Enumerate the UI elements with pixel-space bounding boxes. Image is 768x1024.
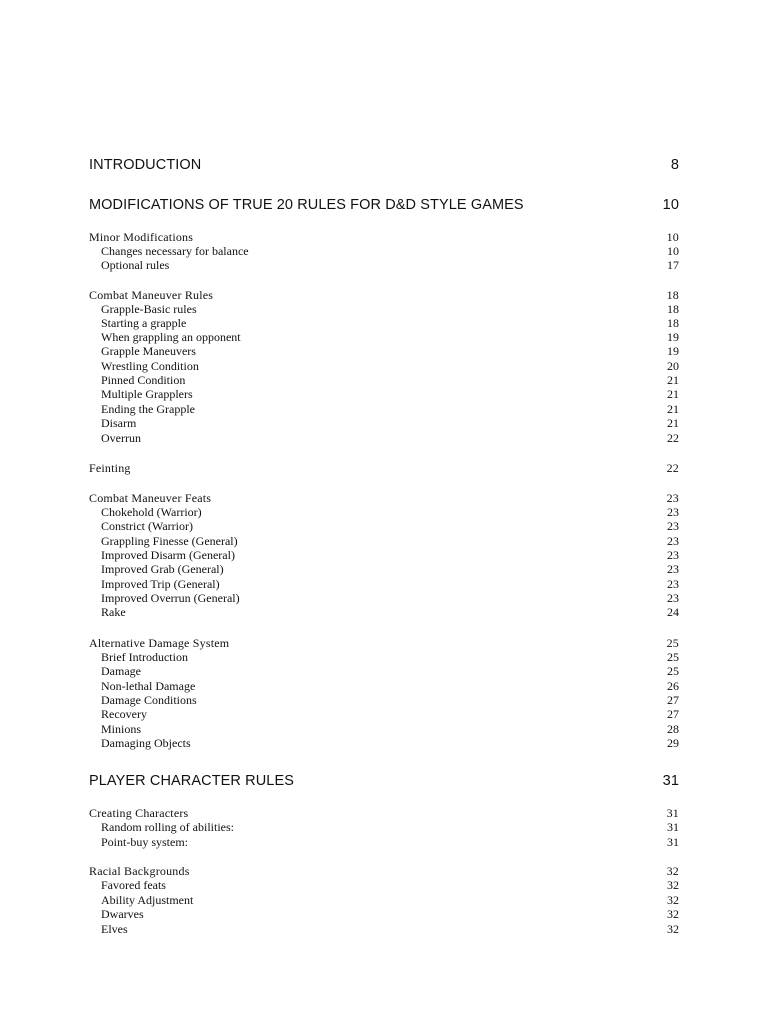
toc-entry-page-number: 22 [666,461,679,475]
toc-entry-page-number: 18 [667,316,679,330]
toc-entry-section [89,864,679,879]
toc-entry-page-number: 27 [667,693,679,707]
toc-entry-sub [89,664,679,679]
toc-entry-label: Feinting [89,461,131,475]
toc-entry-label: INTRODUCTION [89,157,202,173]
toc-entry-sub [89,577,679,592]
toc-entry-label: Optional rules [101,258,170,272]
toc-entry-sub [89,302,679,317]
toc-entry-page-number: 31 [666,806,679,820]
toc-entry-sub [89,244,679,259]
toc-entry-page-number: 27 [667,707,679,721]
toc-entry-label: When grappling an opponent [101,330,241,344]
toc-entry-sub [89,893,679,908]
toc-entry-page-number: 18 [666,288,679,302]
toc-entry-page-number: 31 [667,820,679,834]
toc-entry-page-number: 17 [667,258,679,272]
toc-entry-sub [89,835,679,850]
toc-entry-sub [89,344,679,359]
toc-entry-label: Overrun [101,431,141,445]
toc-entry-label: Non-lethal Damage [101,679,196,693]
toc-entry-page-number: 25 [667,664,679,678]
toc-entry-sub [89,878,679,893]
toc-entry-sub [89,591,679,606]
toc-entry-sub [89,258,679,273]
toc-entry-label: Combat Maneuver Feats [89,491,212,505]
toc-entry-sub [89,693,679,708]
toc-entry-sub [89,373,679,388]
toc-entry-sub [89,416,679,431]
toc-entry-label: Minor Modifications [89,230,194,244]
toc-entry-page-number: 32 [667,907,679,921]
toc-entry-label: Brief Introduction [101,650,188,664]
toc-entry-label: Chokehold (Warrior) [101,505,202,519]
toc-entry-page-number: 29 [667,736,679,750]
toc-entry-page-number: 21 [667,387,679,401]
toc-entry-sub [89,907,679,922]
toc-entry-page-number: 21 [667,402,679,416]
toc-entry-sub [89,330,679,345]
toc-entry-label: Elves [101,922,128,936]
toc-entry-label: Wrestling Condition [101,359,199,373]
toc-entry-sub [89,605,679,620]
toc-entry-label: Damage [101,664,141,678]
toc-entry-sub [89,519,679,534]
toc-entry-page-number: 31 [662,773,679,789]
toc-entry-label: Multiple Grapplers [101,387,193,401]
toc-entry-page-number: 8 [670,157,679,173]
toc-entry-chapter [89,197,679,213]
toc-entry-label: Racial Backgrounds [89,864,190,878]
toc-entry-page-number: 21 [667,373,679,387]
toc-entry-label: Rake [101,605,126,619]
toc-entry-label: Minions [101,722,142,736]
toc-entry-label: Disarm [101,416,137,430]
toc-entry-sub [89,707,679,722]
toc-entry-page-number: 23 [666,491,679,505]
toc-entry-label: Combat Maneuver Rules [89,288,214,302]
toc-entry-label: Grapple-Basic rules [101,302,197,316]
toc-entry-page-number: 25 [667,650,679,664]
toc-entry-page-number: 10 [666,230,679,244]
toc-entry-page-number: 20 [667,359,679,373]
toc-entry-sub [89,505,679,520]
toc-entry-page-number: 10 [662,197,679,213]
toc-entry-page-number: 19 [667,344,679,358]
toc-entry-sub [89,534,679,549]
toc-entry-page-number: 25 [666,636,679,650]
toc-entry-section [89,461,679,476]
toc-entry-sub [89,820,679,835]
toc-entry-page-number: 10 [667,244,679,258]
toc-entry-page-number: 18 [667,302,679,316]
toc-entry-page-number: 28 [667,722,679,736]
toc-entry-page-number: 31 [667,835,679,849]
toc-entry-label: Constrict (Warrior) [101,519,194,533]
toc-entry-sub [89,722,679,737]
toc-entry-label: Point-buy system: [101,835,189,849]
toc-entry-page-number: 21 [667,416,679,430]
toc-entry-label: Ability Adjustment [101,893,194,907]
toc-entry-page-number: 24 [667,605,679,619]
toc-entry-label: Improved Disarm (General) [101,548,235,562]
toc-entry-page-number: 32 [666,864,679,878]
toc-entry-label: Changes necessary for balance [101,244,249,258]
toc-entry-sub [89,736,679,751]
toc-entry-page-number: 32 [667,922,679,936]
toc-entry-label: Grappling Finesse (General) [101,534,238,548]
toc-entry-sub [89,402,679,417]
toc-entry-section [89,491,679,506]
toc-entry-label: Alternative Damage System [89,636,230,650]
toc-entry-label: Pinned Condition [101,373,186,387]
toc-entry-label: Damage Conditions [101,693,197,707]
toc-entry-sub [89,679,679,694]
toc-entry-label: Ending the Grapple [101,402,195,416]
toc-entry-section [89,636,679,651]
toc-entry-page-number: 22 [667,431,679,445]
toc-entry-page-number: 23 [667,534,679,548]
toc-entry-sub [89,316,679,331]
toc-entry-label: PLAYER CHARACTER RULES [89,773,294,789]
toc-entry-page-number: 23 [667,505,679,519]
toc-entry-chapter [89,157,679,173]
toc-entry-label: Grapple Maneuvers [101,344,196,358]
toc-entry-chapter [89,773,679,789]
toc-entry-page-number: 23 [667,591,679,605]
toc-entry-label: MODIFICATIONS OF TRUE 20 RULES FOR D&D STYLE GAMES [89,197,524,213]
toc-entry-label: Random rolling of abilities: [101,820,234,834]
toc-entry-label: Favored feats [101,878,166,892]
toc-entry-sub [89,387,679,402]
toc-entry-label: Improved Overrun (General) [101,591,240,605]
toc-entry-page-number: 23 [667,548,679,562]
toc-entry-page-number: 23 [667,577,679,591]
toc-entry-label: Recovery [101,707,147,721]
toc-entry-label: Improved Grab (General) [101,562,224,576]
toc-entry-page-number: 19 [667,330,679,344]
toc-entry-sub [89,431,679,446]
toc-entry-label: Damaging Objects [101,736,191,750]
toc-entry-sub [89,650,679,665]
toc-entry-section [89,230,679,245]
toc-entry-section [89,288,679,303]
toc-entry-page-number: 23 [667,562,679,576]
toc-entry-sub [89,922,679,937]
toc-entry-sub [89,562,679,577]
toc-entry-label: Creating Characters [89,806,189,820]
toc-entry-section [89,806,679,821]
toc-entry-page-number: 32 [667,878,679,892]
toc-entry-page-number: 26 [667,679,679,693]
toc-entry-label: Dwarves [101,907,144,921]
toc-entry-page-number: 32 [667,893,679,907]
toc-entry-page-number: 23 [667,519,679,533]
toc-entry-label: Improved Trip (General) [101,577,220,591]
toc-entry-sub [89,359,679,374]
toc-entry-label: Starting a grapple [101,316,187,330]
toc-entry-sub [89,548,679,563]
